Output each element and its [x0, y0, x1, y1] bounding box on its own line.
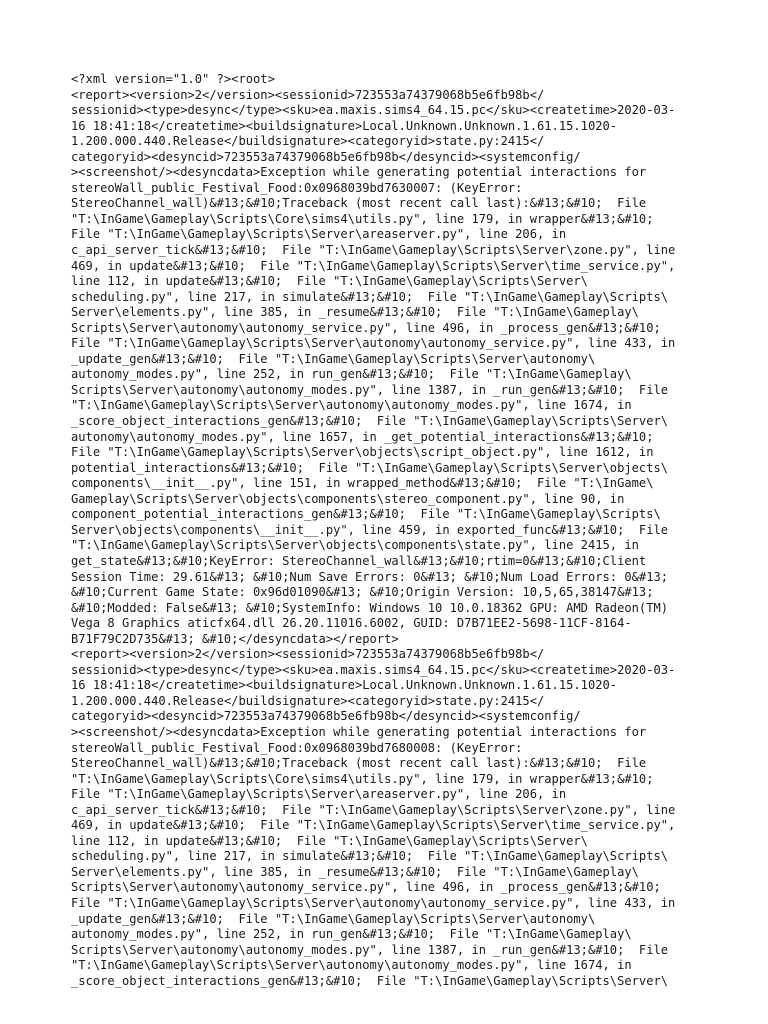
text-line: 469, in update&#13;&#10; File "T:\InGame\Gameplay\Scripts\Server\time_service.py",: [71, 258, 676, 273]
text-line: _update_gen&#13;&#10; File "T:\InGame\Gameplay\Scripts\Server\autonomy\: [71, 351, 596, 366]
text-line: 16 18:41:18</createtime><buildsignature>Local.Unknown.Unknown.1.61.15.1020-: [71, 118, 618, 133]
text-line: <report><version>2</version><sessionid>723553a74379068b5e6fb98b</: [71, 647, 545, 662]
text-line: scheduling.py", line 217, in simulate&#13;&#10; File "T:\InGame\Gameplay\Scripts\: [71, 849, 669, 864]
text-line: &#10;Modded: False&#13; &#10;SystemInfo: Windows 10 10.0.18362 GPU: AMD Radeon(TM): [71, 600, 669, 615]
text-line: components\__init__.py", line 151, in wrapped_method&#13;&#10; File "T:\InGame\: [71, 476, 654, 491]
text-line: File "T:\InGame\Gameplay\Scripts\Server\objects\script_object.py", line 1612, in: [71, 445, 654, 460]
text-line: File "T:\InGame\Gameplay\Scripts\Server\autonomy\autonomy_service.py", line 433, in: [71, 895, 676, 910]
text-line: <?xml version="1.0" ?><root>: [71, 72, 275, 86]
text-line: autonomy_modes.py", line 252, in run_gen&#13;&#10; File "T:\InGame\Gameplay\: [71, 367, 632, 382]
text-line: Scripts\Server\autonomy\autonomy_service.py", line 496, in _process_gen&#13;&#10;: [71, 320, 661, 335]
text-line: autonomy_modes.py", line 252, in run_gen&#13;&#10; File "T:\InGame\Gameplay\: [71, 927, 632, 942]
text-line: _score_object_interactions_gen&#13;&#10; File "T:\InGame\Gameplay\Scripts\Server\: [71, 973, 669, 988]
text-line: ><screenshot/><desyncdata>Exception while generating potential interactions for: [71, 724, 647, 739]
text-line: Session Time: 29.61&#13; &#10;Num Save Errors: 0&#13; &#10;Num Load Errors: 0&#13;: [71, 569, 669, 584]
text-line: 1.200.000.440.Release</buildsignature><categoryid>state.py:2415</: [71, 134, 545, 149]
text-line: ><screenshot/><desyncdata>Exception while generating potential interactions for: [71, 165, 647, 180]
text-line: File "T:\InGame\Gameplay\Scripts\Server\autonomy\autonomy_service.py", line 433, in: [71, 336, 676, 351]
text-line: "T:\InGame\Gameplay\Scripts\Server\autonomy\autonomy_modes.py", line 1674, in: [71, 958, 632, 973]
text-line: 1.200.000.440.Release</buildsignature><categoryid>state.py:2415</: [71, 693, 545, 708]
text-line: component_potential_interactions_gen&#13;&#10; File "T:\InGame\Gameplay\Scripts\: [71, 507, 661, 522]
text-line: File "T:\InGame\Gameplay\Scripts\Server\areaserver.py", line 206, in: [71, 227, 567, 242]
text-line: line 112, in update&#13;&#10; File "T:\InGame\Gameplay\Scripts\Server\: [71, 274, 588, 289]
text-line: B71F79C2D735&#13; &#10;</desyncdata></report>: [71, 631, 399, 646]
text-line: StereoChannel_wall)&#13;&#10;Traceback (most recent call last):&#13;&#10; File: [71, 196, 647, 211]
text-line: categoryid><desyncid>723553a74379068b5e6fb98b</desyncid><systemconfig/: [71, 709, 581, 724]
text-line: Server\elements.py", line 385, in _resume&#13;&#10; File "T:\InGame\Gameplay\: [71, 305, 639, 320]
text-line: Scripts\Server\autonomy\autonomy_modes.py", line 1387, in _run_gen&#13;&#10; File: [71, 382, 669, 397]
text-line: Server\elements.py", line 385, in _resume&#13;&#10; File "T:\InGame\Gameplay\: [71, 864, 639, 879]
text-line: _update_gen&#13;&#10; File "T:\InGame\Gameplay\Scripts\Server\autonomy\: [71, 911, 596, 926]
text-line: categoryid><desyncid>723553a74379068b5e6fb98b</desyncid><systemconfig/: [71, 149, 581, 164]
text-line: Server\objects\components\__init__.py", line 459, in exported_func&#13;&#10; File: [71, 522, 669, 537]
text-line: stereoWall_public_Festival_Food:0x0968039bd7680008: (KeyError:: [71, 740, 523, 755]
text-line: &#10;Current Game State: 0x96d01090&#13; &#10;Origin Version: 10,5,65,38147&#13;: [71, 585, 654, 600]
xml-log-text: [71, 72, 711, 989]
text-line: c_api_server_tick&#13;&#10; File "T:\InGame\Gameplay\Scripts\Server\zone.py", line: [71, 243, 676, 258]
text-line: "T:\InGame\Gameplay\Scripts\Server\objects\components\state.py", line 2415, in: [71, 538, 639, 553]
text-line: Scripts\Server\autonomy\autonomy_modes.py", line 1387, in _run_gen&#13;&#10; File: [71, 942, 669, 957]
text-line: potential_interactions&#13;&#10; File "T:\InGame\Gameplay\Scripts\Server\objects\: [71, 460, 669, 475]
text-line: Vega 8 Graphics aticfx64.dll 26.20.11016.6002, GUID: D7B71EE2-5698-11CF-8164-: [71, 616, 632, 631]
text-line: get_state&#13;&#10;KeyError: StereoChannel_wall&#13;&#10;rtim=0&#13;&#10;Client: [71, 553, 647, 568]
text-line: Gameplay\Scripts\Server\objects\components\stereo_component.py", line 90, in: [71, 491, 625, 506]
text-line: 16 18:41:18</createtime><buildsignature>Local.Unknown.Unknown.1.61.15.1020-: [71, 678, 618, 693]
text-line: stereoWall_public_Festival_Food:0x0968039bd7630007: (KeyError:: [71, 180, 523, 195]
text-line: Scripts\Server\autonomy\autonomy_service.py", line 496, in _process_gen&#13;&#10;: [71, 880, 661, 895]
text-line: "T:\InGame\Gameplay\Scripts\Core\sims4\utils.py", line 179, in wrapper&#13;&#10;: [71, 771, 654, 786]
text-line: sessionid><type>desync</type><sku>ea.maxis.sims4_64.15.pc</sku><createtime>2020-03-: [71, 103, 676, 118]
text-line: StereoChannel_wall)&#13;&#10;Traceback (most recent call last):&#13;&#10; File: [71, 756, 647, 771]
text-line: "T:\InGame\Gameplay\Scripts\Core\sims4\utils.py", line 179, in wrapper&#13;&#10;: [71, 211, 654, 226]
text-line: line 112, in update&#13;&#10; File "T:\InGame\Gameplay\Scripts\Server\: [71, 833, 588, 848]
text-line: "T:\InGame\Gameplay\Scripts\Server\autonomy\autonomy_modes.py", line 1674, in: [71, 398, 632, 413]
text-line: c_api_server_tick&#13;&#10; File "T:\InGame\Gameplay\Scripts\Server\zone.py", line: [71, 802, 676, 817]
text-line: autonomy\autonomy_modes.py", line 1657, in _get_potential_interactions&#13;&#10;: [71, 429, 654, 444]
text-line: 469, in update&#13;&#10; File "T:\InGame\Gameplay\Scripts\Server\time_service.py",: [71, 818, 676, 833]
text-line: sessionid><type>desync</type><sku>ea.maxis.sims4_64.15.pc</sku><createtime>2020-03-: [71, 662, 676, 677]
text-line: File "T:\InGame\Gameplay\Scripts\Server\areaserver.py", line 206, in: [71, 787, 567, 802]
text-line: <report><version>2</version><sessionid>723553a74379068b5e6fb98b</: [71, 87, 545, 102]
text-line: scheduling.py", line 217, in simulate&#13;&#10; File "T:\InGame\Gameplay\Scripts\: [71, 289, 669, 304]
text-line: _score_object_interactions_gen&#13;&#10; File "T:\InGame\Gameplay\Scripts\Server\: [71, 414, 669, 429]
